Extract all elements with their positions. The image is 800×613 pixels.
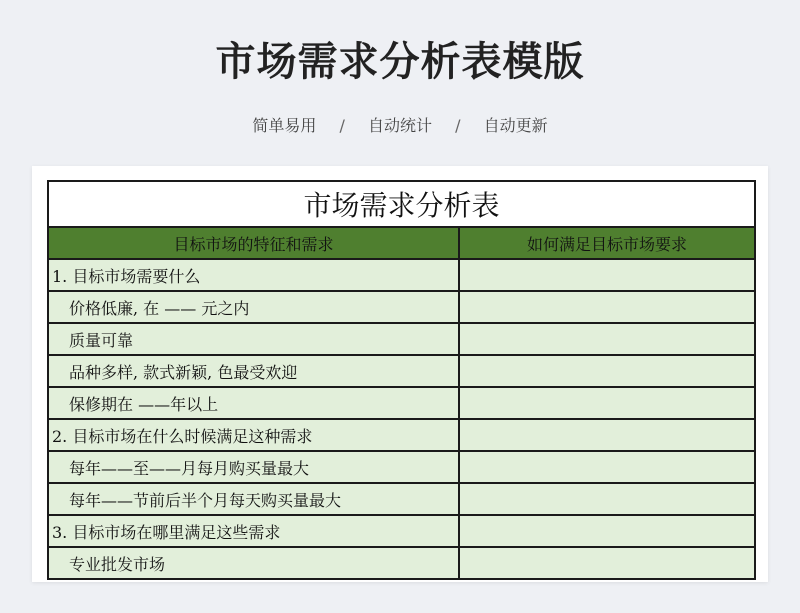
row-feature-cell[interactable]: 2. 目标市场在什么时候满足这种需求 bbox=[48, 419, 459, 451]
row-solution-cell[interactable] bbox=[459, 387, 755, 419]
row-feature-cell[interactable]: 每年——节前后半个月每天购买量最大 bbox=[48, 483, 459, 515]
tag-separator: / bbox=[455, 116, 461, 135]
table-row bbox=[48, 387, 755, 419]
spreadsheet-preview-card bbox=[32, 166, 768, 582]
table-title-row bbox=[48, 181, 755, 227]
table-row bbox=[48, 323, 755, 355]
row-feature-cell[interactable]: 价格低廉, 在 —— 元之内 bbox=[48, 291, 459, 323]
tag-separator: / bbox=[339, 116, 345, 135]
tag-auto-update: 自动更新 bbox=[483, 116, 548, 135]
table-row bbox=[48, 547, 755, 579]
tag-easy: 简单易用 bbox=[252, 116, 317, 135]
feature-tags bbox=[0, 113, 800, 136]
column-header-features: 目标市场的特征和需求 bbox=[48, 227, 459, 259]
table-body bbox=[48, 259, 755, 579]
column-header-solutions: 如何满足目标市场要求 bbox=[459, 227, 755, 259]
table-row bbox=[48, 259, 755, 291]
table-row bbox=[48, 419, 755, 451]
row-solution-cell[interactable] bbox=[459, 259, 755, 291]
market-demand-table bbox=[47, 180, 756, 580]
row-solution-cell[interactable] bbox=[459, 323, 755, 355]
row-solution-cell[interactable] bbox=[459, 515, 755, 547]
table-title: 市场需求分析表 bbox=[48, 181, 755, 227]
row-solution-cell[interactable] bbox=[459, 355, 755, 387]
row-feature-cell[interactable]: 质量可靠 bbox=[48, 323, 459, 355]
table-header-row bbox=[48, 227, 755, 259]
row-feature-cell[interactable]: 1. 目标市场需要什么 bbox=[48, 259, 459, 291]
row-feature-cell[interactable]: 品种多样, 款式新颖, 色最受欢迎 bbox=[48, 355, 459, 387]
table-row bbox=[48, 355, 755, 387]
row-feature-cell[interactable]: 每年——至——月每月购买量最大 bbox=[48, 451, 459, 483]
row-solution-cell[interactable] bbox=[459, 483, 755, 515]
row-feature-cell[interactable]: 3. 目标市场在哪里满足这些需求 bbox=[48, 515, 459, 547]
table-row bbox=[48, 483, 755, 515]
page-title: 市场需求分析表模版 bbox=[215, 39, 585, 85]
table-row bbox=[48, 451, 755, 483]
row-solution-cell[interactable] bbox=[459, 451, 755, 483]
tag-auto-stats: 自动统计 bbox=[367, 116, 432, 135]
table-row bbox=[48, 515, 755, 547]
row-solution-cell[interactable] bbox=[459, 291, 755, 323]
row-solution-cell[interactable] bbox=[459, 419, 755, 451]
table-row bbox=[48, 291, 755, 323]
row-solution-cell[interactable] bbox=[459, 547, 755, 579]
row-feature-cell[interactable]: 保修期在 ——年以上 bbox=[48, 387, 459, 419]
row-feature-cell[interactable]: 专业批发市场 bbox=[48, 547, 459, 579]
